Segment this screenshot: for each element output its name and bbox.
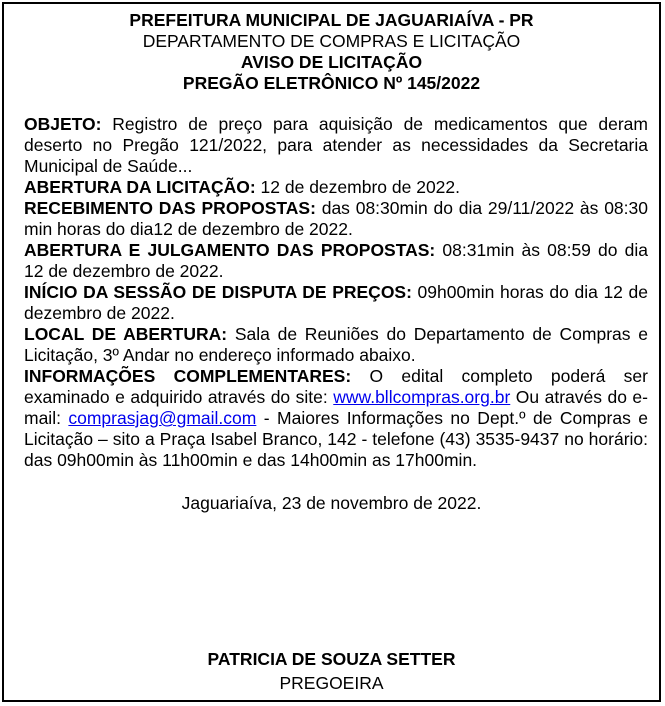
recebimento-text: das 08:30min do dia 29/11/2022 às 08:30 min horas do dia12 de dezembro de 2022. (24, 198, 648, 239)
objeto-text: Registro de preço para aquisição de medicamentos que deram deserto no Pregão 121/2022, para atender as necessidades da Secretaria Municipal de Saúde... (24, 114, 648, 176)
local-label: LOCAL DE ABERTURA: (24, 324, 228, 344)
abertura-text: 12 de dezembro de 2022. (255, 177, 461, 197)
recebimento-label: RECEBIMENTO DAS PROPOSTAS: (24, 198, 316, 218)
notice-body (24, 114, 648, 471)
signer-role: PREGOEIRA (279, 673, 384, 693)
julgamento-paragraph (24, 240, 648, 282)
abertura-label: ABERTURA DA LICITAÇÃO: (24, 177, 256, 197)
auction-number: PREGÃO ELETRÔNICO Nº 145/2022 (182, 73, 481, 93)
signer-name: PATRICIA DE SOUZA SETTER (207, 649, 456, 669)
julgamento-text: 08:31min às 08:59 do dia 12 de dezembro de 2022. (24, 240, 648, 281)
info-paragraph (24, 366, 648, 471)
signature-block (4, 647, 659, 695)
local-paragraph (24, 324, 648, 366)
info-label: INFORMAÇÕES COMPLEMENTARES: (24, 366, 352, 386)
inicio-text: 09h00min horas do dia 12 de dezembro de 2022. (24, 282, 648, 323)
info-text-1: O edital completo poderá ser examinado e adquirido através do site: (24, 366, 648, 407)
info-text-3: - Maiores Informações no Dept.º de Compras e Licitação – sito a Praça Isabel Branco, 142 - telefone (43) 3535-9437 no horário: das 09h00min às 11h00min e das 14h00min as 17h00min. (24, 408, 648, 470)
julgamento-label: ABERTURA E JULGAMENTO DAS PROPOSTAS: (24, 240, 436, 260)
recebimento-paragraph (24, 198, 648, 240)
local-text: Sala de Reuniões do Departamento de Compras e Licitação, 3º Andar no endereço informado abaixo. (24, 324, 648, 365)
notice-title: AVISO DE LICITAÇÃO (240, 52, 423, 72)
date-line: Jaguariaíva, 23 de novembro de 2022. (181, 493, 482, 513)
info-text-2: Ou através do e-mail: (24, 387, 648, 428)
notice-box (2, 2, 661, 702)
notice-header (4, 10, 659, 94)
objeto-paragraph (24, 114, 648, 177)
inicio-label: INÍCIO DA SESSÃO DE DISPUTA DE PREÇOS: (24, 282, 412, 302)
email-link[interactable]: comprasjag@gmail.com (68, 408, 257, 428)
inicio-paragraph (24, 282, 648, 324)
website-link[interactable]: www.bllcompras.org.br (333, 387, 511, 407)
objeto-label: OBJETO: (24, 114, 102, 134)
municipality-title: PREFEITURA MUNICIPAL DE JAGUARIAÍVA - PR (129, 10, 534, 30)
abertura-paragraph (24, 177, 648, 198)
department-name: DEPARTAMENTO DE COMPRAS E LICITAÇÃO (142, 31, 521, 51)
